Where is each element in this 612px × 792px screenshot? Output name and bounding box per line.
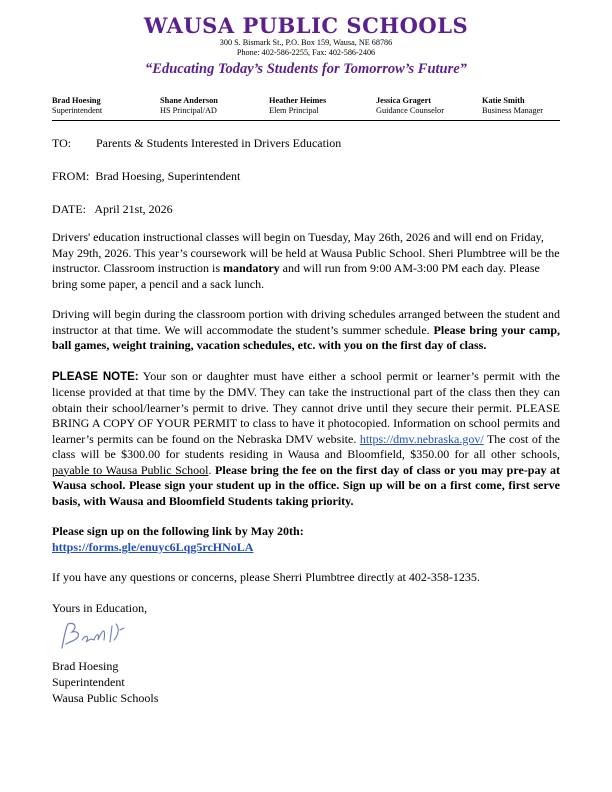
memo-from	[52, 169, 560, 202]
staff-member	[52, 96, 102, 116]
staff-member	[269, 96, 326, 116]
memo-body	[52, 136, 560, 706]
paragraph-schedule	[52, 230, 560, 292]
text-run: and will run from 9:00 AM-3:00 PM each day. Please bring some paper, a pencil and a sack lunch.	[52, 261, 540, 291]
paragraph-questions: If you have any questions or concerns, please Sherri Plumbtree directly at 402-358-1235.	[52, 570, 480, 584]
school-name: WAUSA PUBLIC SCHOOLS	[143, 13, 469, 38]
text-run: .	[208, 462, 216, 477]
signup-link[interactable]: https://forms.gle/enuyc6Lqg5rcHNoLA	[52, 539, 254, 554]
please-note-label: PLEASE NOTE:	[52, 370, 139, 383]
staff-member	[376, 96, 444, 116]
staff-title: HS Principal/AD	[160, 106, 217, 115]
paragraph-driving	[52, 307, 560, 354]
text-run: Driving will begin during the classroom portion with driving schedules arranged between the student and instructor at that time. We will accommodate the student’s summer schedule.	[52, 307, 560, 337]
from-value: Brad Hoesing, Superintendent	[95, 169, 241, 183]
school-motto: “Educating Today’s Students for Tomorrow’s Future”	[145, 61, 467, 77]
signature-image	[56, 618, 146, 654]
to-value: Parents & Students Interested in Drivers Education	[96, 136, 342, 150]
staff-title: Elem Principal	[269, 106, 319, 115]
to-label: TO:	[52, 136, 72, 150]
school-address: 300 S. Bismark St., P.O. Box 159, Wausa, NE 68786	[219, 38, 393, 47]
closing-salutation: Yours in Education,	[52, 600, 148, 615]
staff-directory	[52, 96, 560, 121]
emphasis-mandatory: mandatory	[223, 261, 280, 275]
memo-to	[52, 136, 560, 169]
text-run: Your son or daughter must have either a school permit or learner’s permit with the license provided at that time by the DMV. They can take the instructional part of the class then they can obtain their school/learner’s permit to drive. They cannot drive until they secure their permit. PLEASE BRING A COPY OF YOUR PERMIT to class to have it photocopied. Information on school permits and learner’s permits can be found on the Nebraska DMV website.	[52, 368, 560, 446]
text-run: Drivers' education instructional classes will begin on Tuesday, May 26th, 2026 and will end on Friday, May 29th, 2026. This year’s coursework will be held at Wausa Public School. Sheri Plumbtree will be the instructor. Classroom instruction is	[52, 230, 560, 275]
text-run: The cost of the class will be $300.00 for students residing in Wausa and Bloomfield, $350.00 for all other schools,	[52, 431, 560, 461]
date-value: April 21st, 2026	[94, 202, 173, 216]
staff-title: Guidance Counselor	[376, 106, 444, 115]
from-label: FROM:	[52, 169, 90, 183]
payable-to-text: payable to Wausa Public School	[52, 462, 209, 477]
paragraph-signup	[52, 524, 560, 555]
school-phone: Phone: 402-586-2255, Fax: 402-586-2406	[236, 48, 376, 57]
signature-block	[52, 658, 560, 706]
bold-instructions: Please bring your camp, ball games, weight training, vacation schedules, etc. with you on the first day of class.	[52, 322, 560, 352]
staff-name: Heather Heimes	[269, 96, 327, 105]
signer-title: Superintendent	[52, 675, 125, 689]
dmv-link[interactable]: https://dmv.nebraska.gov/	[359, 431, 484, 446]
staff-name: Katie Smith	[482, 96, 525, 105]
letterhead	[0, 0, 612, 78]
memo-date	[52, 202, 560, 230]
signup-text: Please sign up on the following link by May 20th:	[52, 524, 304, 538]
signer-org: Wausa Public Schools	[52, 691, 159, 705]
signer-name: Brad Hoesing	[52, 659, 119, 673]
staff-member	[160, 96, 218, 116]
staff-name: Shane Anderson	[160, 96, 218, 105]
date-label: DATE:	[52, 202, 86, 216]
staff-name: Jessica Gragert	[376, 96, 432, 105]
staff-title: Business Manager	[482, 106, 544, 115]
staff-name: Brad Hoesing	[52, 96, 101, 105]
bold-fee-instructions: Please bring the fee on the first day of class or you may pre-pay at Wausa school. Please sign your student up in the office. Sign up will be on a first come, first serve basis, with Wausa and Bloomfield Students taking priority.	[52, 462, 561, 508]
paragraph-note	[52, 369, 560, 510]
staff-title: Superintendent	[52, 106, 103, 115]
staff-member	[482, 96, 543, 116]
